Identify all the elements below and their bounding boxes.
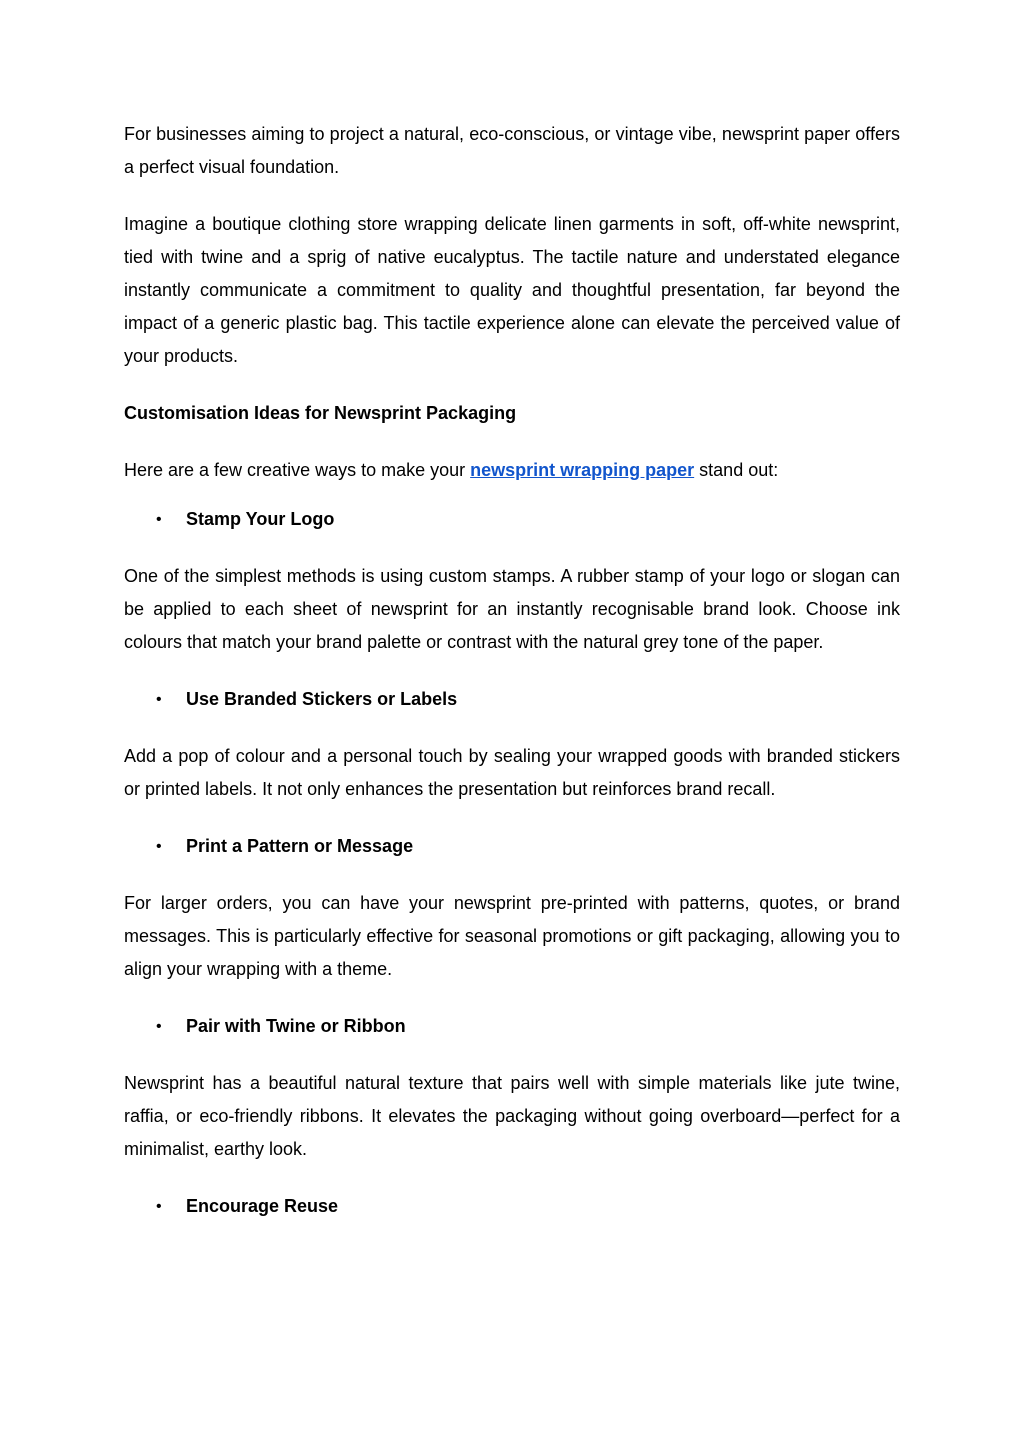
paragraph: For businesses aiming to project a natural, eco-conscious, or vintage vibe, newsprint paper offers a perfect visual foundation. xyxy=(124,124,900,177)
section-body: One of the simplest methods is using custom stamps. A rubber stamp of your logo or slogan can be applied to each sheet of newsprint for an instantly recognisable brand look. Choose ink colours that match your brand palette or contrast with the natural grey tone of the paper. xyxy=(124,566,900,652)
bullet-icon: • xyxy=(156,1018,162,1035)
section-body: Newsprint has a beautiful natural texture that pairs well with simple materials like jute twine, raffia, or eco-friendly ribbons. It elevates the packaging without going overboard—perfect for a minimalist, earthy look. xyxy=(124,1073,900,1159)
document-page xyxy=(124,118,900,1247)
section-body: For larger orders, you can have your newsprint pre-printed with patterns, quotes, or brand messages. This is particularly effective for seasonal promotions or gift packaging, allowing you to align your wrapping with a theme. xyxy=(124,893,900,979)
bullet-title: Encourage Reuse xyxy=(186,1196,339,1216)
bullet-icon: • xyxy=(156,838,162,855)
bullet-title: Pair with Twine or Ribbon xyxy=(186,1016,406,1036)
intro-text-before: Here are a few creative ways to make your xyxy=(124,460,471,480)
bullet-item xyxy=(124,1190,900,1223)
newsprint-wrapping-paper-link[interactable]: newsprint wrapping paper xyxy=(470,460,695,480)
bullet-item xyxy=(124,830,900,863)
bullet-item xyxy=(124,1010,900,1043)
bullet-item xyxy=(124,503,900,536)
bullet-title: Use Branded Stickers or Labels xyxy=(186,689,458,709)
bullet-title: Stamp Your Logo xyxy=(186,509,335,529)
section-body: Add a pop of colour and a personal touch by sealing your wrapped goods with branded stickers or printed labels. It not only enhances the presentation but reinforces brand recall. xyxy=(124,746,900,799)
paragraph: Imagine a boutique clothing store wrapping delicate linen garments in soft, off-white newsprint, tied with twine and a sprig of native eucalyptus. The tactile nature and understated elegance instantly communicate a commitment to quality and thoughtful presentation, far beyond the impact of a generic plastic bag. This tactile experience alone can elevate the perceived value of your products. xyxy=(124,214,900,366)
section-heading: Customisation Ideas for Newsprint Packaging xyxy=(124,403,517,423)
bullet-item xyxy=(124,683,900,716)
bullet-icon: • xyxy=(156,1198,162,1215)
intro-text-after: stand out: xyxy=(694,460,779,480)
bullet-icon: • xyxy=(156,511,162,528)
bullet-title: Print a Pattern or Message xyxy=(186,836,414,856)
intro-paragraph xyxy=(124,454,900,487)
bullet-icon: • xyxy=(156,691,162,708)
